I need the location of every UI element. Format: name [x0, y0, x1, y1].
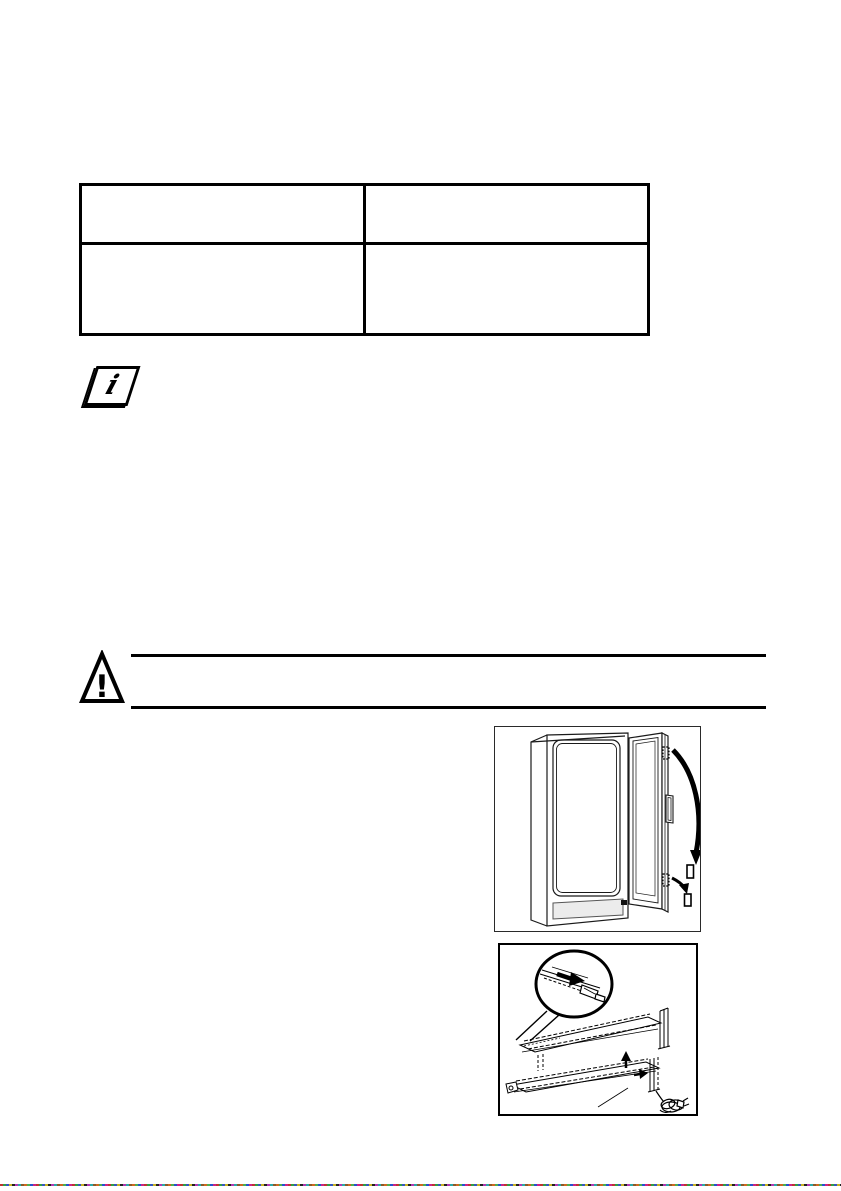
rail-connector-block — [580, 985, 605, 1002]
bottom-middle-hinge — [621, 900, 627, 905]
warning-icon — [79, 650, 126, 710]
table-cell-r1c1 — [81, 185, 365, 244]
long-curved-arrow-icon — [673, 750, 700, 865]
hinge-cover-part-1 — [687, 865, 694, 878]
scan-noise-line — [0, 1184, 841, 1186]
warning-rule-bottom — [131, 706, 766, 709]
short-curved-arrow-icon — [672, 878, 689, 894]
table-cell-r2c1 — [81, 244, 365, 335]
information-icon — [84, 366, 141, 406]
warning-rule-top — [131, 654, 766, 657]
spec-table — [79, 183, 650, 336]
warning-exclamation-glyph: ! — [94, 669, 110, 705]
table-cell-r2c2 — [365, 244, 649, 335]
information-icon-glyph: i — [102, 369, 123, 401]
power-cord-plug — [656, 1091, 689, 1112]
shelf-removal-figure — [498, 943, 698, 1116]
upper-shelf — [520, 1014, 661, 1052]
upper-shelf-post — [658, 1008, 670, 1049]
table-cell-r1c2 — [365, 185, 649, 244]
mid-dashed-posts — [538, 1054, 543, 1071]
cabinet-kick-panel — [553, 899, 623, 919]
lower-shelf — [512, 1059, 659, 1107]
table-row — [81, 185, 649, 244]
slide-direction-arrow-icon — [557, 972, 585, 986]
lower-shelf-post — [648, 1057, 660, 1092]
hinge-cover-part-2 — [685, 894, 692, 906]
door-handle — [666, 795, 673, 823]
lift-up-arrow-icon — [621, 1051, 631, 1068]
cabinet-body — [531, 733, 628, 926]
table-row — [81, 244, 649, 335]
door-reversal-figure — [494, 726, 701, 932]
